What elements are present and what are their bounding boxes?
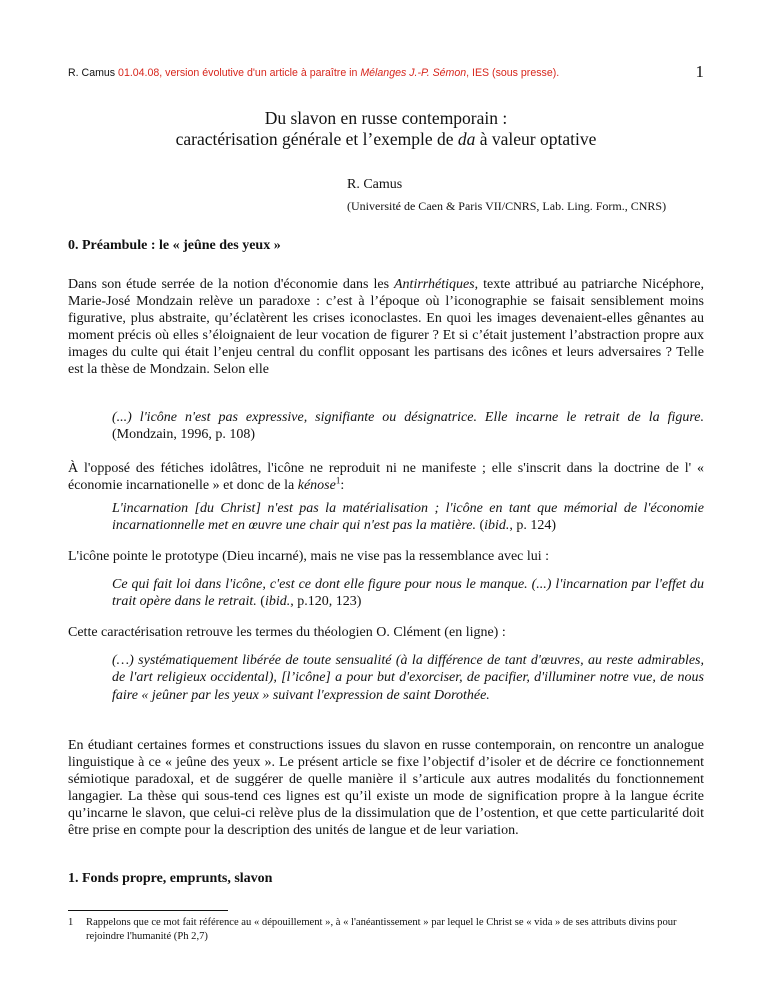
q2-ref-em: ibid.: [484, 518, 510, 534]
article-title: [68, 108, 704, 150]
p1-text-a: Dans son étude serrée de la notion d'économie dans les: [68, 277, 394, 292]
title-line-2: [68, 129, 704, 150]
header-info-pre: 01.04.08, version évolutive d'un article à paraître in: [118, 67, 361, 79]
section-0-heading: 0. Préambule : le « jeûne des yeux »: [68, 238, 281, 253]
paragraph-3: L'icône pointe le prototype (Dieu incarné), mais ne vise pas la ressemblance avec lui :: [68, 549, 550, 564]
author-affiliation: (Université de Caen & Paris VII/CNRS, Lab. Ling. Form., CNRS): [347, 199, 667, 213]
quote-3: [112, 576, 704, 611]
title-line-2-post: à valeur optative: [475, 129, 597, 149]
quote-3-text: Ce qui fait loi dans l'icône, c'est ce dont elle figure pour nous le manque. (...) l'incarnation par l'effet du trait opère dans le retrait.: [112, 577, 704, 610]
p2-text-b: :: [340, 478, 345, 493]
p2-emphasis: kénose: [297, 478, 336, 493]
header-info-post: , IES (sous presse).: [466, 67, 560, 79]
quote-2: [112, 500, 704, 535]
header-journal: Mélanges J.-P. Sémon: [360, 67, 467, 79]
author-name: R. Camus: [347, 177, 403, 192]
footnote-text: Rappelons que ce mot fait référence au « dépouillement », à « l'anéantissement » par lequel le Christ se « vida » de ses attributs divins pour rejoindre l'humanité (Ph 2,7): [86, 917, 677, 942]
q2-ref-a: (: [475, 518, 485, 534]
quote-3-ref: [257, 594, 362, 609]
quote-2-ref: [476, 518, 556, 533]
p2-text-a: À l'opposé des fétiches idolâtres, l'icône ne reproduit ni ne manifeste ; elle s'inscrit dans la doctrine de l' « économie incarnationelle » et donc de la: [68, 461, 704, 493]
footnote-1: [68, 916, 704, 944]
q3-ref-em: ibid.: [264, 594, 291, 610]
quote-4-text: (…) systématiquement libérée de toute sensualité (à la différence de tant d'œuvres, au reste admirables, de l'art religieux occidental), [l’icône] a pour but d'exorciser, de pacifier, d'illuminer notre vue, de nous faire « jeûner par les yeux » suivant l'expression de saint Dorothée.: [112, 653, 704, 703]
q2-ref-b: , p. 124): [509, 518, 557, 534]
title-line-2-em: da: [457, 129, 476, 149]
quote-4: [112, 652, 704, 704]
quote-1: [112, 409, 704, 444]
footnote-number: 1: [68, 917, 74, 928]
paragraph-5: En étudiant certaines formes et constructions issues du slavon en russe contemporain, on rencontre un analogue linguistique à ce « jeûne des yeux ». Le présent article se fixe l’objectif d’isoler et de décrire ce fonctionnement sémiotique paradoxal, et de suggérer de quelle manière il s’articule aux autres modalités du fonctionnement langagier. La thèse qui sous-tend ces lignes est qu’il existe un mode de signification propre à la langue écrite qu’incarne le slavon, que celui-ci relève plus de la dissimulation que de l’ostention, et que cette particularité doit être prise en compte pour la description des unités de langue et de leur variation.: [68, 738, 704, 838]
title-line-1: Du slavon en russe contemporain :: [264, 108, 508, 128]
footnote-ref-1: 1: [335, 475, 341, 486]
page-number: 1: [695, 62, 704, 81]
title-line-2-pre: caractérisation générale et l’exemple de: [175, 129, 458, 149]
running-header: [68, 62, 704, 84]
quote-1-text: (...) l'icône n'est pas expressive, signifiante ou désignatrice. Elle incarne le retrait de la figure.: [112, 410, 704, 425]
q3-ref-a: (: [256, 594, 265, 610]
p1-emphasis: Antirrhétiques: [394, 277, 475, 292]
q3-ref-b: , p.120, 123): [290, 594, 362, 610]
header-citation: [68, 67, 559, 79]
p1-text-b: , texte attribué au patriarche Nicéphore, Marie-José Mondzain relève un paradoxe : c’est à l’époque où l’iconographie se faisait sensiblement moins figurative, plus abstraite, qu’éclatèrent les crises iconoclastes. En quoi les images devenaient-elles gênantes au moment précis où elles s’éloignaient de leur vocation de figurer ? Et si c’était justement l’abstraction propre aux images du culte qui était l’enjeu central du conflit opposant les partisans des icônes et leurs adversaires ? Telle est la thèse de Mondzain. Selon elle: [68, 277, 704, 377]
paragraph-1: [68, 276, 704, 378]
section-1-heading: 1. Fonds propre, emprunts, slavon: [68, 871, 273, 886]
quote-2-text: L'incarnation [du Christ] n'est pas la matérialisation ; l'icône en tant que mémorial de l'économie incarnationnelle met en œuvre une chair qui n'est pas la matière.: [112, 501, 704, 534]
footnote-separator: [68, 910, 228, 911]
paragraph-2: [68, 460, 704, 494]
quote-1-ref: (Mondzain, 1996, p. 108): [112, 427, 256, 443]
paragraph-4: Cette caractérisation retrouve les termes du théologien O. Clément (en ligne) :: [68, 625, 506, 640]
header-author: R. Camus: [68, 67, 116, 79]
